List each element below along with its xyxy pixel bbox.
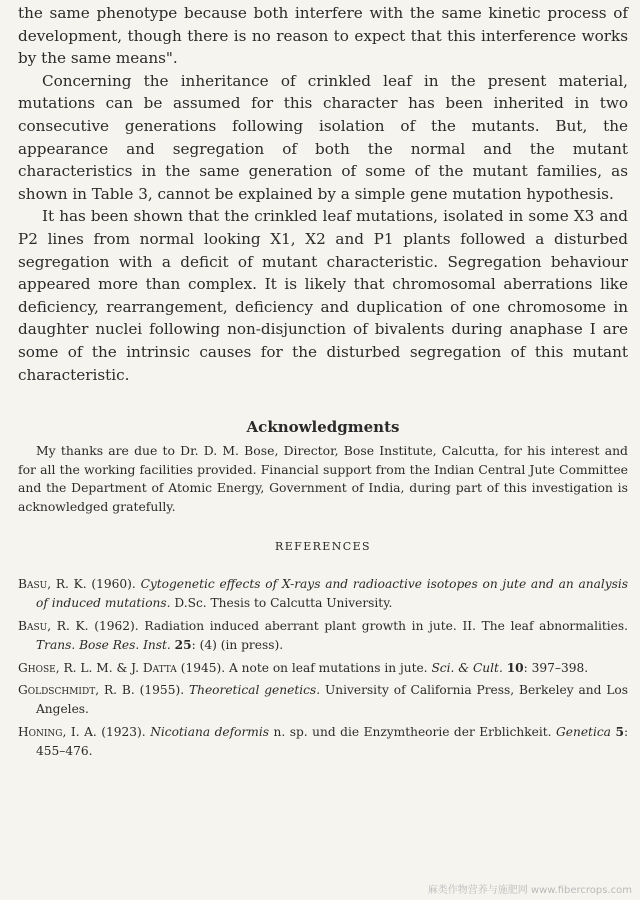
references-heading: REFERENCES (275, 540, 371, 554)
reference-item: Basu, R. K. (1960). Cytogenetic effects of X-rays and radioactive isotopes on jute and an analysis of induced mutations. D.Sc. Thesis to Calcutta University. (18, 577, 629, 611)
document-page (18, 2, 628, 765)
paragraph-continuation: the same phenotype because both interfere with the same kinetic process of development, though there is no reason to expect that this interference works by the same means". (18, 4, 628, 68)
reference-item: Goldschmidt, R. B. (1955). Theoretical genetics. University of California Press, Berkeley and Los Angeles. (18, 683, 629, 717)
reference-item: Basu, R. K. (1962). Radiation induced aberrant plant growth in jute. II. The leaf abnormalities. Trans. Bose Res. Inst. 25: (4) (in press). (18, 619, 629, 652)
acknowledgments-text: My thanks are due to Dr. D. M. Bose, Director, Bose Institute, Calcutta, for his interest and for all the working facilities provided. Financial support from the Indian Central Jute Committee and the Department of Atomic Energy, Government of India, during part of this investigation is acknowledged gratefully. (18, 443, 628, 514)
references-list (18, 575, 628, 760)
paragraph-inheritance: Concerning the inheritance of crinkled leaf in the present material, mutations can be assumed for this character has been inherited in two consecutive generations following isolation of the mutants. But, the appearance and segregation of both the normal and the mutant characteristics in the same generation of some of the mutant families, as shown in Table 3, cannot be explained by a simple gene mutation hypothesis. (18, 71, 628, 203)
acknowledgments-heading: Acknowledgments (246, 418, 400, 437)
watermark: 麻类作物营养与施肥网 www.fibercrops.com (427, 885, 632, 896)
paragraph-segregation: It has been shown that the crinkled leaf mutations, isolated in some X3 and P2 lines from normal looking X1, X2 and P1 plants followed a disturbed segregation with a deficit of mutant characteristic. Segregation behaviour appeared more than complex. It is likely that chromosomal aberrations like deficiency, rearrangement, deficiency and duplication of one chromosome in daughter nuclei following non-disjunction of bivalents during anaphase I are some of the intrinsic causes for the disturbed segregation of this mutant characteristic. (18, 207, 628, 384)
reference-item: Ghose, R. L. M. & J. Datta (1945). A note on leaf mutations in jute. Sci. & Cult. 10: 397–398. (18, 660, 589, 675)
reference-item: Honing, I. A. (1923). Nicotiana deformis n. sp. und die Enzymtheorie der Erblichkeit. Genetica 5: 455–476. (18, 725, 629, 758)
